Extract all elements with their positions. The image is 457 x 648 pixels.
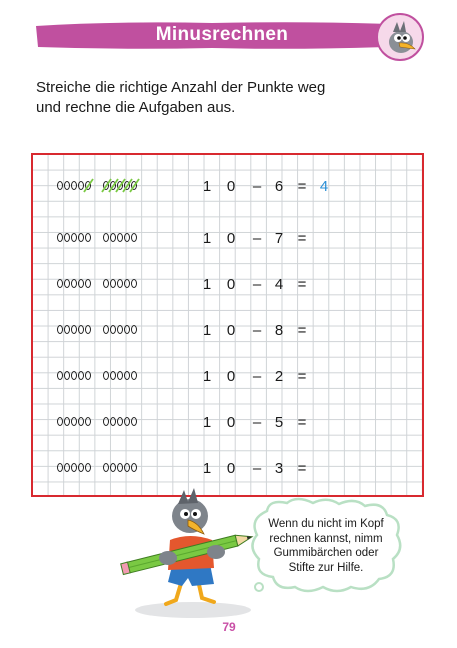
equation-a: 1	[202, 322, 212, 339]
equation-eq: =	[297, 230, 307, 247]
counting-dot	[103, 279, 109, 288]
counting-dot	[124, 233, 130, 242]
equation-c: 5	[274, 414, 284, 431]
counting-dot	[57, 325, 63, 334]
counting-dot	[78, 233, 84, 242]
counting-dot	[103, 233, 109, 242]
counting-dot	[103, 463, 109, 472]
instructions	[36, 78, 366, 118]
hint-line-4: Stifte zur Hilfe.	[288, 561, 364, 574]
hint-line-3: Gummibärchen oder	[273, 547, 379, 559]
counting-dot	[64, 463, 70, 472]
counting-dot	[85, 279, 91, 288]
exercise-grid	[31, 153, 424, 497]
counting-dot	[131, 279, 137, 288]
equation-c: 2	[274, 368, 284, 385]
strike-marks	[57, 178, 141, 194]
counting-dot	[124, 371, 130, 380]
instructions-line-2: und rechne die Aufgaben aus.	[36, 99, 236, 116]
counting-dot	[124, 279, 130, 288]
counting-dot	[85, 371, 91, 380]
equation-op: –	[252, 460, 262, 477]
equation-b: 0	[226, 322, 236, 339]
counting-dot	[57, 417, 63, 426]
equation-a: 1	[202, 230, 212, 247]
equation-eq: =	[297, 368, 307, 385]
counting-dot	[64, 325, 70, 334]
strike-mark	[84, 179, 93, 192]
counting-dot	[124, 325, 130, 334]
header-banner	[34, 20, 390, 50]
counting-dot	[71, 279, 77, 288]
equation-op: –	[252, 368, 262, 385]
hint-text	[256, 517, 396, 575]
equation-a: 1	[202, 368, 212, 385]
page-number: 79	[222, 620, 236, 634]
counting-dot	[71, 371, 77, 380]
equation-a: 1	[202, 178, 212, 195]
equation-b: 0	[226, 230, 236, 247]
hint-line-1: Wenn du nicht im Kopf	[268, 518, 384, 530]
counting-dot	[85, 233, 91, 242]
counting-dot	[71, 325, 77, 334]
exercise-row	[33, 365, 422, 389]
equation-eq: =	[297, 414, 307, 431]
equation-c: 6	[274, 178, 284, 195]
counting-dot	[64, 371, 70, 380]
exercise-row	[33, 227, 422, 251]
equation-eq: =	[297, 276, 307, 293]
counting-dot	[71, 463, 77, 472]
exercise-row	[33, 273, 422, 297]
equation-c: 7	[274, 230, 284, 247]
exercise-row	[33, 319, 422, 343]
equation-c: 3	[274, 460, 284, 477]
equation-op: –	[252, 322, 262, 339]
counting-dot	[78, 279, 84, 288]
crow-head-icon	[375, 12, 425, 62]
counting-dot	[57, 279, 63, 288]
counting-dot	[103, 417, 109, 426]
counting-dot	[124, 417, 130, 426]
counting-dot	[131, 463, 137, 472]
counting-dot	[117, 325, 123, 334]
counting-dot	[85, 325, 91, 334]
counting-dot	[57, 371, 63, 380]
crow-with-pencil-icon	[118, 482, 268, 620]
counting-dot	[64, 417, 70, 426]
exercise-row	[33, 175, 422, 199]
equation-a: 1	[202, 414, 212, 431]
equation-b: 0	[226, 368, 236, 385]
equation-b: 0	[226, 178, 236, 195]
counting-dot	[131, 417, 137, 426]
counting-dot	[78, 417, 84, 426]
counting-dot	[64, 279, 70, 288]
counting-dot	[110, 325, 116, 334]
counting-dot	[103, 371, 109, 380]
counting-dot	[131, 233, 137, 242]
exercise-row	[33, 457, 422, 481]
counting-dot	[110, 371, 116, 380]
counting-dot	[117, 279, 123, 288]
counting-dot	[57, 233, 63, 242]
counting-dot	[78, 463, 84, 472]
equation-c: 4	[274, 276, 284, 293]
equation-eq: =	[297, 460, 307, 477]
counting-dot	[110, 279, 116, 288]
counting-dot	[78, 325, 84, 334]
equation-eq: =	[297, 322, 307, 339]
counting-dot	[131, 371, 137, 380]
counting-dot	[110, 417, 116, 426]
counting-dot	[124, 463, 130, 472]
equation-op: –	[252, 414, 262, 431]
equation-op: –	[252, 230, 262, 247]
counting-dot	[64, 233, 70, 242]
counting-dot	[110, 463, 116, 472]
answer-cell[interactable]: 4	[319, 178, 329, 195]
counting-dot	[117, 371, 123, 380]
equation-op: –	[252, 178, 262, 195]
counting-dot	[57, 463, 63, 472]
equation-b: 0	[226, 414, 236, 431]
counting-dot	[103, 325, 109, 334]
equation-b: 0	[226, 276, 236, 293]
counting-dot	[85, 463, 91, 472]
equation-op: –	[252, 276, 262, 293]
equation-eq: =	[297, 178, 307, 195]
equation-a: 1	[202, 276, 212, 293]
counting-dot	[85, 417, 91, 426]
exercise-row	[33, 411, 422, 435]
counting-dot	[78, 371, 84, 380]
counting-dot	[110, 233, 116, 242]
equation-b: 0	[226, 460, 236, 477]
counting-dot	[131, 325, 137, 334]
equation-c: 8	[274, 322, 284, 339]
counting-dot	[117, 417, 123, 426]
instructions-line-1: Streiche die richtige Anzahl der Punkte weg	[36, 79, 326, 96]
page-title: Minusrechnen	[155, 24, 289, 45]
counting-dot	[117, 463, 123, 472]
counting-dot	[71, 417, 77, 426]
counting-dot	[117, 233, 123, 242]
counting-dot	[71, 233, 77, 242]
hint-line-2: rechnen kannst, nimm	[269, 532, 383, 545]
equation-a: 1	[202, 460, 212, 477]
